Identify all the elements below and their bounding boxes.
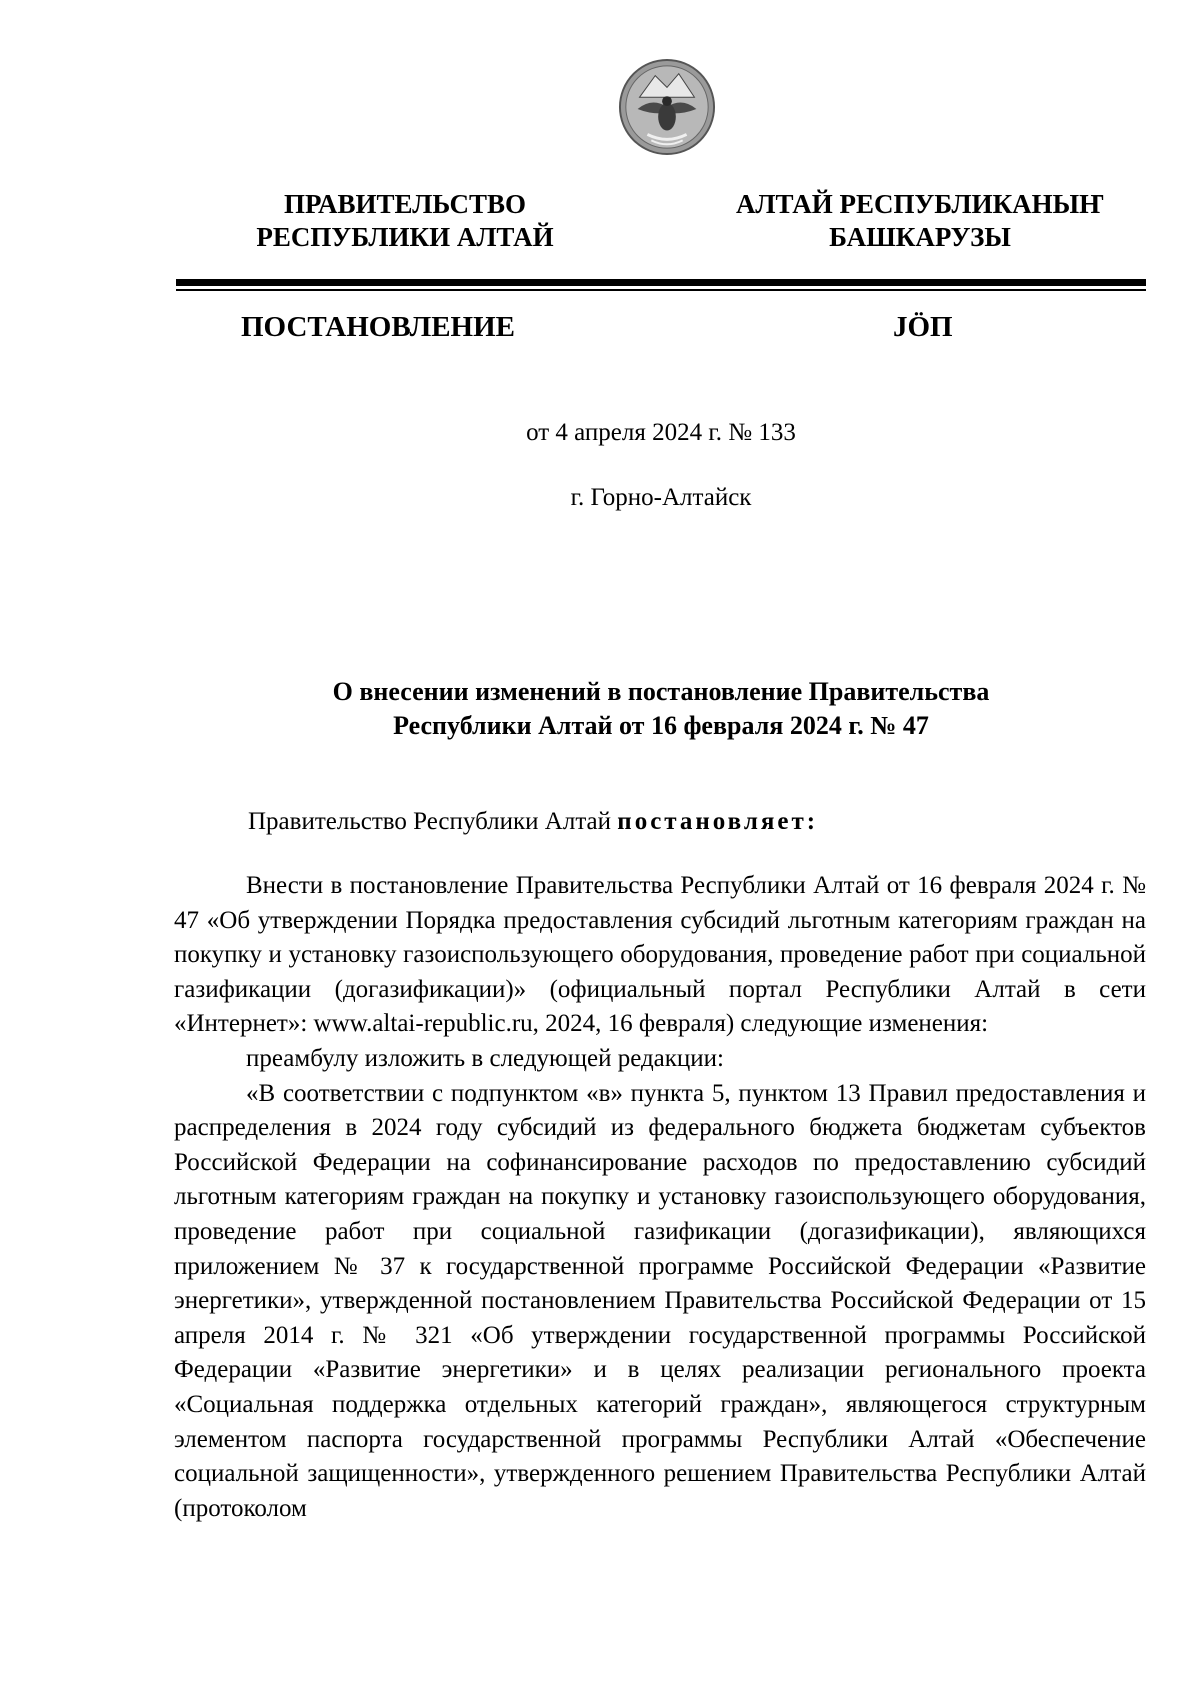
document-body xyxy=(174,869,1146,1526)
document-date-number: от 4 апреля 2024 г. № 133 xyxy=(526,419,796,446)
document-city: г. Горно-Алтайск xyxy=(570,484,752,511)
intro-text: Правительство Республики Алтай xyxy=(248,808,618,835)
title-line2: Республики Алтай от 16 февраля 2024 г. № 47 xyxy=(393,711,929,740)
doc-type-russian: ПОСТАНОВЛЕНИЕ xyxy=(241,311,516,343)
header-left-line2: РЕСПУБЛИКИ АЛТАЙ xyxy=(256,222,554,252)
header-divider-thick xyxy=(176,279,1146,286)
header-left-line1: ПРАВИТЕЛЬСТВО xyxy=(283,189,527,219)
body-paragraph-3: «В соответствии с подпунктом «в» пункта 5, пунктом 13 Правил предоставления и распределения в 2024 году субсидий из федерального бюджета бюджетам субъектов Российской Федерации на софинансирование расходов по предоставлению субсидий льготным категориям граждан на покупку и установку газоиспользующего оборудования, проведение работ при социальной газификации (догазификации), являющихся приложением № 37 к государственной программе Российской Федерации «Развитие энергетики», утвержденной постановлением Правительства Российской Федерации от 15 апреля 2014 г. № 321 «Об утверждении государственной программы Российской Федерации «Развитие энергетики» и в целях реализации регионального проекта «Социальная поддержка отдельных категорий граждан», являющегося структурным элементом паспорта государственной программы Республики Алтай «Обеспечение социальной защищенности», утвержденного решением Правительства Республики Алтай (протоколом xyxy=(174,1079,1146,1522)
coat-of-arms-emblem xyxy=(618,58,716,156)
document-title xyxy=(176,675,1146,743)
body-paragraph-2: преамбулу изложить в следующей редакции: xyxy=(246,1044,725,1072)
body-paragraph-1: Внести в постановление Правительства Республики Алтай от 16 февраля 2024 г. № 47 «Об утверждении Порядка предоставления субсидий льготным категориям граждан на покупку и установку газоиспользующего оборудования, проведение работ при социальной газификации (догазификации)» (официальный портал Республики Алтай в сети «Интернет»: www.altai-republic.ru, 2024, 16 февраля) следующие изменения: xyxy=(174,872,1146,1038)
resolution-intro xyxy=(248,807,818,837)
header-left xyxy=(225,188,585,254)
header-right-line1: АЛТАЙ РЕСПУБЛИКАНЫҤ xyxy=(735,189,1105,219)
header-right-line2: БАШКАРУЗЫ xyxy=(829,222,1011,252)
header-divider-thin xyxy=(176,289,1146,291)
doc-type-altai: JӦП xyxy=(893,311,953,343)
title-line1: О внесении изменений в постановление Правительства xyxy=(332,677,990,706)
header-right xyxy=(720,188,1120,254)
intro-emphasis: постановляет: xyxy=(617,808,819,835)
